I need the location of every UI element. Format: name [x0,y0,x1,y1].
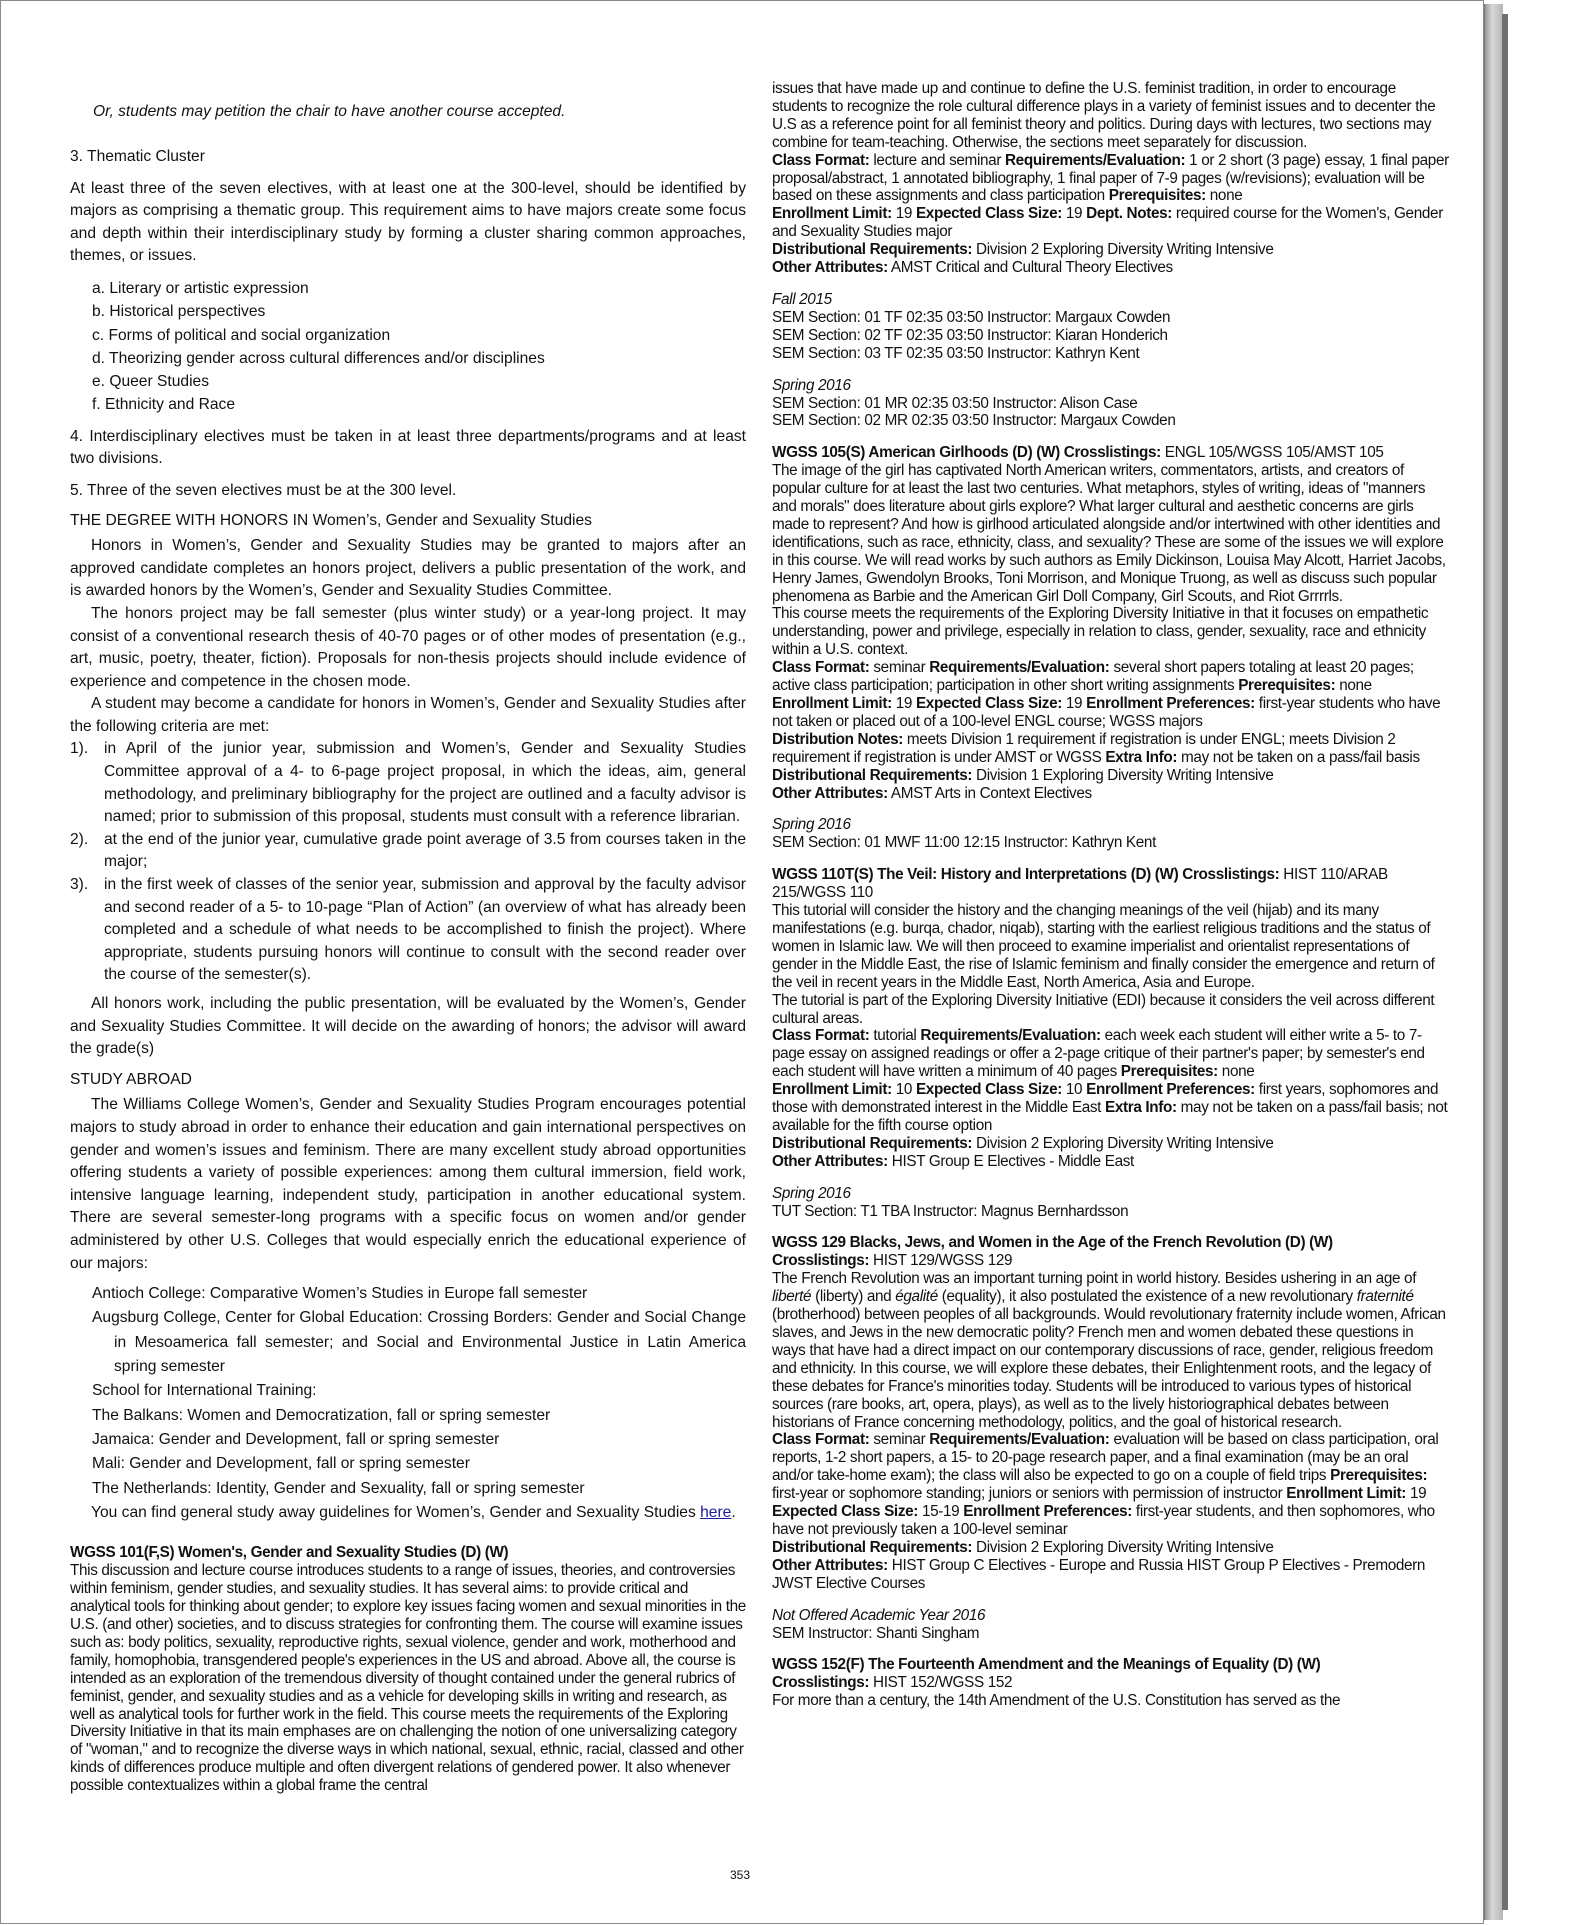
course-title: WGSS 101(F,S) Women's, Gender and Sexuality Studies (D) (W) [70,1544,509,1562]
distribution-requirements: Distributional Requirements: Division 2 Exploring Diversity Writing Intensive [772,1134,1274,1152]
list-item: a. Literary or artistic expression [92,279,309,297]
program-list [92,1282,746,1501]
thematic-heading: 3. Thematic Cluster [70,148,205,165]
list-item: Jamaica: Gender and Development, fall or spring semester [92,1430,500,1448]
page-edge-shadow [1484,4,1503,1920]
list-item: b. Historical perspectives [92,303,266,321]
page-edge-dark [1502,14,1508,1910]
course-details: Class Format: seminar Requirements/Evaluation: evaluation will be based on class participation, oral reports, 1-2 short papers, a 15- to 20-page research paper, and a final examination (may be an oral and/or take-home exam); the class will also be expected to go on a couple of field trips Prerequisites: first-year or sophomore standing; juniors or seniors with permission of instructor Enrollment Limit: 19 Expected Class Size: 15-19 Enrollment Preferences: first-year students, and then sophomores, who have not previously taken a 100-level seminar [772,1431,1439,1538]
list-item: Antioch College: Comparative Women’s Studies in Europe fall semester [92,1285,588,1303]
section-row: SEM Section: 02 MR 02:35 03:50 Instructor: Margaux Cowden [772,412,1176,430]
rule-4: 4. Interdisciplinary electives must be taken in at least three departments/programs and at least two divisions. [70,427,746,468]
course-title: WGSS 105(S) American Girlhoods (D) (W) Crosslistings: ENGL 105/WGSS 105/AMST 105 [772,444,1384,462]
course-title: WGSS 110T(S) The Veil: History and Interpretations (D) (W) Crosslistings: HIST 110/ARAB 215/WGSS 110 [772,866,1388,902]
section-row: SEM Instructor: Shanti Singham [772,1624,980,1642]
course-description: issues that have made up and continue to define the U.S. feminist tradition, in order to encourage students to recognize the role cultural difference plays in a variety of feminist issues and to decenter the U.S as a reference point for all feminist theory and politics. During days with lectures, two sections may combine for team-teaching. Otherwise, the sections meet separately for discussion. [772,80,1436,151]
other-attributes: Other Attributes: HIST Group C Electives - Europe and Russia HIST Group P Electives - Premodern JWST Elective Courses [772,1556,1426,1592]
course-details: Class Format: tutorial Requirements/Evaluation: each week each student will either write a 5- to 7-page essay on assigned readings or offer a 2-page critique of their partner's paper; by semester's end each student will have written a minimum of 40 pages Prerequisites: none [772,1027,1425,1081]
section-row: SEM Section: 03 TF 02:35 03:50 Instructor: Kathryn Kent [772,344,1140,362]
course-wgss-101 [70,1544,746,1795]
course-description: For more than a century, the 14th Amendment of the U.S. Constitution has served as the [772,1692,1341,1710]
list-item: Mali: Gender and Development, fall or spring semester [92,1455,470,1473]
page-number: 353 [730,1868,751,1882]
course-title: WGSS 152(F) The Fourteenth Amendment and the Meanings of Equality (D) (W) [772,1656,1321,1674]
crosslistings: Crosslistings: HIST 152/WGSS 152 [772,1674,1013,1692]
course-title: WGSS 129 Blacks, Jews, and Women in the Age of the French Revolution (D) (W) [772,1234,1333,1252]
distribution-notes: Distribution Notes: meets Division 1 requirement if registration is under ENGL; meets Division 2 requirement if registration is under AMST or WGSS Extra Info: may not be taken on a pass/fail basis [772,730,1420,766]
distribution-requirements: Distributional Requirements: Division 2 Exploring Diversity Writing Intensive [772,1538,1274,1556]
distribution-requirements: Distributional Requirements: Division 1 Exploring Diversity Writing Intensive [772,766,1274,784]
section-row: SEM Section: 02 TF 02:35 03:50 Instructor: Kiaran Honderich [772,326,1168,344]
section-row: TUT Section: T1 TBA Instructor: Magnus Bernhardsson [772,1202,1129,1220]
list-item: d. Theorizing gender across cultural differences and/or disciplines [92,349,545,367]
course-details: Class Format: seminar Requirements/Evaluation: several short papers totaling at least 20 pages; active class participation; participation in other short writing assignments Prerequisites: none Enrollment Limit: 19 Expected Class Size: 19 Enrollment Preferences: first-year students who have not taken or placed out of a 100-level ENGL course; WGSS majors [772,659,1441,730]
criteria-item: 1). in April of the junior year, submission and Women’s, Gender and Sexuality Studies Committee approval of a 4- to 6-page project proposal, in which the ideas, aim, general methodology, and preliminary bibliography for the project are outlined and a faculty advisor is named; prior to submission of this proposal, students must consult with a reference librarian. [70,740,746,826]
honors-paragraph: The honors project may be fall semester (plus winter study) or a year-long project. It may consist of a conventional research thesis of 40-70 pages or of other modes of presentation (e.g., art, music, poetry, theater, fiction). Proposals for non-thesis projects should include evidence of experience and competence in the chosen mode. [70,604,746,690]
course-description: This discussion and lecture course introduces students to a range of issues, theories, and controversies within feminism, gender studies, and sexuality studies. It has several aims: to provide critical and analytical tools for thinking about gender; to explore key issues facing women and sexual minorities in the U.S. (and other) societies, and to discuss strategies for confronting them. The course will examine issues such as: body politics, sexuality, reproductive rights, sexual violence, gender and work, motherhood and family, homophobia, transgendered people's experiences in the US and abroad. Above all, the course is intended as an exploration of the tremendous diversity of thought contained under the general rubrics of feminist, gender, and sexuality studies and as a vehicle for developing skills in writing and research, as well as analytical tools for further work in the field. This course meets the requirements of the Exploring Diversity Initiative in that its main emphases are on challenging the notion of one universalizing category of "woman," and to recognize the diverse ways in which national, sexual, ethnic, racial, classed and other kinds of differences produce multiple and often divergent relations of gendered power. It also whenever possible contextualizes within a global frame the central [70,1562,746,1795]
other-attributes: Other Attributes: AMST Arts in Context Electives [772,784,1092,802]
term-heading: Spring 2016 [772,816,851,834]
course-description: The image of the girl has captivated North American writers, commentators, artists, and creators of popular culture for at least the last two centuries. What metaphors, styles of writing, ideas of "manners and morals" does literature about girls explore? What larger cultural and aesthetic concerns are girls made to represent? And how is girlhood articulated alongside and/or intertwined with other identities and identifications, such as race, ethnicity, class, and sexuality? These are some of the issues we will explore in this course. We will read works by such authors as Emily Dickinson, Louisa May Alcott, Harriet Jacobs, Henry James, Gwendolyn Brooks, Toni Morrison, and Monique Truong, as well as discuss such popular phenomena as Barbie and the American Girl Doll Company, Girl Scouts, and Riot Grrrrls. [772,462,1446,605]
section-row: SEM Section: 01 MWF 11:00 12:15 Instructor: Kathryn Kent [772,834,1156,852]
course-details: Class Format: lecture and seminar Requirements/Evaluation: 1 or 2 short (3 page) essay, 1 final paper proposal/abstract, 1 annotated bibliography, 1 final paper of 7-9 pages (w/revisions); evaluation will be based on these assignments and class participation Prerequisites: none [772,151,1449,205]
rule-5: 5. Three of the seven electives must be at the 300 level. [70,481,457,499]
section-row: SEM Section: 01 TF 02:35 03:50 Instructor: Margaux Cowden [772,308,1171,326]
list-item: c. Forms of political and social organization [92,326,391,344]
term-heading: Spring 2016 [772,1184,851,1202]
list-item: The Balkans: Women and Democratization, fall or spring semester [92,1406,551,1424]
criteria-item: 2). at the end of the junior year, cumulative grade point average of 3.5 from courses taken in the major; [70,830,746,871]
guidelines-paragraph: You can find general study away guidelines for Women’s, Gender and Sexuality Studies here. [91,1503,736,1521]
list-item: The Netherlands: Identity, Gender and Sexuality, fall or spring semester [92,1479,585,1497]
course-enrollment: Enrollment Limit: 10 Expected Class Size: 10 Enrollment Preferences: first years, sophomores and those with demonstrated interest in the Middle East Extra Info: may not be taken on a pass/fail basis; not available for the fifth course option [772,1081,1448,1134]
list-item: f. Ethnicity and Race [92,396,236,414]
list-item: e. Queer Studies [92,373,210,391]
term-heading: Spring 2016 [772,376,851,394]
here-link[interactable]: here [700,1503,732,1521]
petition-note: Or, students may petition the chair to have another course accepted. [93,103,566,120]
list-item: School for International Training: [92,1382,317,1400]
right-column [772,80,1450,1710]
course-description: The tutorial is part of the Exploring Diversity Initiative (EDI) because it considers the veil across different cultural areas. [772,991,1435,1027]
crosslistings: Crosslistings: HIST 129/WGSS 129 [772,1252,1013,1270]
course-description: This tutorial will consider the history and the changing meanings of the veil (hijab) and its many manifestations (e.g. burqa, chador, niqab), starting with the earliest religious traditions and the status of women in Islamic law. We will then proceed to examine imperialist and orientalist representations of gender in the Middle East, the rise of Islamic feminism and finally consider the emergence and return of the veil in recent years in the Middle East, North America, Asia and Europe. [772,902,1435,991]
study-abroad-paragraph: The Williams College Women’s, Gender and Sexuality Studies Program encourages potential majors to study abroad in order to enhance their education and gain international perspectives on gender and women’s issues and feminism. There are many excellent study abroad opportunities offering students a variety of possible experiences: among them cultural immersion, field work, intensive language learning, independent study, participation in another educational system. There are several semester-long programs with a specific focus on women and/or gender administered by other U.S. Colleges that would especially enrich the educational experience of our majors: [70,1096,746,1272]
course-enrollment: Enrollment Limit: 19 Expected Class Size: 19 Dept. Notes: required course for the Women's, Gender and Sexuality Studies major [772,205,1443,241]
honors-paragraph: Honors in Women’s, Gender and Sexuality Studies may be granted to majors after an approved candidate completes an honors project, delivers a public presentation of the work, and is awarded honors by the Women’s, Gender and Sexuality Studies Committee. [70,537,746,600]
section-row: SEM Section: 01 MR 02:35 03:50 Instructor: Alison Case [772,394,1138,412]
term-heading: Not Offered Academic Year 2016 [772,1606,986,1624]
thematic-body: At least three of the seven electives, with at least one at the 300-level, should be identified by majors as comprising a thematic group. This requirement aims to have majors create some focus and depth within their interdisciplinary study by forming a cluster sharing common approaches, themes, or issues. [70,179,746,265]
course-description: This course meets the requirements of the Exploring Diversity Initiative in that it focuses on empathetic understanding, power and privilege, especially in relation to class, gender, sexuality, race and ethnicity within a U.S. context. [772,605,1429,659]
study-abroad-heading: STUDY ABROAD [70,1070,192,1088]
other-attributes: Other Attributes: AMST Critical and Cultural Theory Electives [772,259,1173,277]
criteria-item: 3). in the first week of classes of the senior year, submission and approval by the faculty advisor and second reader of a 5- to 10-page “Plan of Action” (an overview of what has already been completed and a schedule of what needs to be accomplished to finish the project). Where appropriate, students pursuing honors will continue to consult with the second reader over the course of the semester(s). [70,876,746,984]
distribution-requirements: Distributional Requirements: Division 2 Exploring Diversity Writing Intensive [772,241,1274,259]
list-item: Augsburg College, Center for Global Education: Crossing Borders: Gender and Social Change in Mesoamerica fall semester; and Social and Environmental Justice in Latin America spring semester [92,1309,746,1376]
theme-list [70,277,746,417]
honors-paragraph: A student may become a candidate for honors in Women’s, Gender and Sexuality Studies after the following criteria are met: [70,695,746,735]
honors-paragraph: All honors work, including the public presentation, will be evaluated by the Women’s, Gender and Sexuality Studies Committee. It will decide on the awarding of honors; the advisor will award the grade(s) [70,995,746,1058]
course-description: The French Revolution was an important turning point in world history. Besides ushering in an age of liberté (liberty) and égalité (equality), it also postulated the existence of a new revolutionary fraternité (brotherhood) between peoples of all backgrounds. Would revolutionary fraternity include women, African slaves, and Jews in the new democratic polity? French men and women debated these questions in ways that have had a direct impact on our contemporary discussions of race, gender, religious freedom and ethnicity. In this course, we will explore these debates, their Enlightenment roots, and the legacy of these debates for France's minorities today. Students will be introduced to various types of historical sources (rare books, art, opera, plays), as well as to the lively historiographical debates between historians of France concerning methodology, politics, and the goal of historical research. [772,1270,1446,1431]
honors-heading: THE DEGREE WITH HONORS IN Women’s, Gender and Sexuality Studies [70,511,592,529]
other-attributes: Other Attributes: HIST Group E Electives - Middle East [772,1152,1134,1170]
term-heading: Fall 2015 [772,290,832,308]
